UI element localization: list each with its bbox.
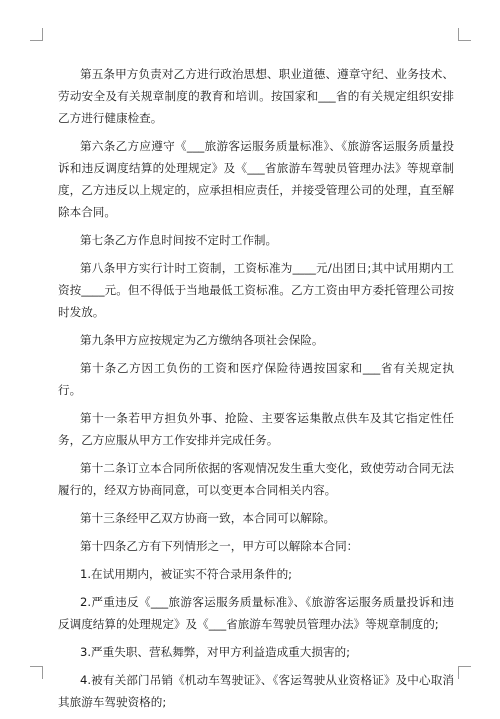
article-14-item-1: 1.在试用期内，被证实不符合录用条件的; — [80, 567, 293, 581]
article-7: 第七条乙方作息时间按不定时工作制。 — [80, 233, 278, 247]
article-12: 第十二条订立本合同所依据的客观情况发生重大变化，致使劳动合同无法履行的，经双方协商同意，可以变更本合同相关内容。 — [58, 461, 454, 497]
crop-mark-top-left — [30, 28, 43, 41]
article-5: 第五条甲方负责对乙方进行政治思想、职业道德、遵章守纪、业务技术、劳动安全及有关规章制度的教育和培训。按国家和___省的有关规定组织安排乙方进行健康检查。 — [58, 67, 454, 125]
crop-mark-top-right — [458, 28, 471, 41]
article-13: 第十三条经甲乙双方协商一致，本合同可以解除。 — [80, 511, 336, 525]
article-14-item-2: 2.严重违反《___旅游客运服务质量标准》、《旅游客运服务质量投诉和违反调度结算的处理规定》及《___省旅游车驾驶员管理办法》等规章制度的; — [58, 595, 454, 631]
article-6: 第六条乙方应遵守《___旅游客运服务质量标准》、《旅游客运服务质量投诉和违反调度结算的处理规定》及《___省旅游车驾驶员管理办法》等规章制度，乙方违反以上规定的，应承担相应责任，并接受管理公司的处理，直至解除本合同。 — [58, 139, 454, 219]
article-14-item-3: 3.严重失职、营私舞弊，对甲方利益造成重大损害的; — [80, 645, 351, 659]
article-14-item-4: 4.被有关部门吊销《机动车驾驶证》、《客运驾驶从业资格证》及中心取消其旅游车驾驶资格的; — [58, 673, 454, 709]
crop-mark-bottom-right — [458, 666, 471, 679]
crop-mark-bottom-left — [30, 666, 43, 679]
article-8: 第八条甲方实行计时工资制，工资标准为____元/出团日;其中试用期内工资按____元。但不得低于当地最低工资标准。乙方工资由甲方委托管理公司按时发放。 — [58, 261, 454, 319]
document-body — [58, 63, 454, 719]
article-14: 第十四条乙方有下列情形之一，甲方可以解除本合同： — [80, 539, 359, 553]
article-11: 第十一条若甲方担负外事、抢险、主要客运集散点供车及其它指定性任务，乙方应服从甲方工作安排并完成任务。 — [58, 411, 454, 447]
article-9: 第九条甲方应按规定为乙方缴纳各项社会保险。 — [80, 333, 324, 347]
article-10: 第十条乙方因工负伤的工资和医疗保险待遇按国家和___省有关规定执行。 — [58, 361, 454, 397]
